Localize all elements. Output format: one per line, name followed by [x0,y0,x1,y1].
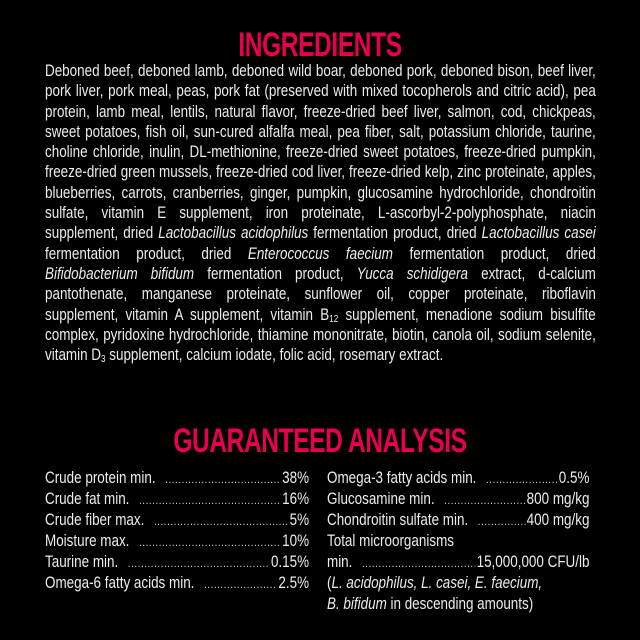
analysis-row [45,572,309,593]
dot-leader [139,533,280,554]
analysis-label: Omega-3 fatty acids min. [327,468,477,487]
analysis-label: Glucosamine min. [327,489,435,508]
analysis-left-column [45,467,309,593]
ingredient-species: Yucca schidigera [356,263,468,283]
analysis-row [327,530,589,551]
analysis-label: Chondroitin sulfate min. [327,510,469,529]
ingredients-list [45,61,596,365]
dot-leader [139,491,280,512]
analysis-value: 0.15% [270,552,310,571]
ingredients-text: extract, d-calcium pantothenate, manganese proteinate, sunflower oil, copper proteinate, riboflavin supplement, vitamin A supplement, vitamin B [45,263,596,324]
ingredients-text: fermentation product, dried [45,243,248,263]
analysis-value: 16% [282,489,310,508]
ingredients-text: supplement, menadione sodium bisulfite complex, pyridoxine hydrochloride, thiamine mononitrate, biotin, canola oil, sodium selenite, vitamin D [45,304,596,365]
analysis-row [327,509,589,530]
microorganism-note [327,572,589,593]
analysis-value: 10% [282,531,310,550]
analysis-label: min. [327,552,353,571]
dot-leader [478,512,525,533]
subscript: 3 [101,354,106,366]
analysis-row [45,551,309,572]
analysis-value: 5% [289,510,310,529]
analysis-row [327,488,589,509]
guaranteed-analysis-heading: GUARANTEED ANALYSIS [173,422,467,460]
dot-leader [154,512,288,533]
ingredients-text: fermentation product, dried [308,223,482,243]
analysis-value: 800 mg/kg [526,489,590,508]
dot-leader [204,575,277,596]
ingredients-text: Deboned beef, deboned lamb, deboned wild boar, deboned pork, deboned bison, beef liver, pork liver, pork meal, peas, pork fat (preserved with mixed tocopherols and citric acid), pea protein, lamb meal, lentils, natural flavor, freeze-dried beef liver, salmon, cod, chickpeas, sweet potatoes, fish oil, sun-cured alfalfa meal, pea fiber, salt, potassium chloride, taurine, choline chloride, inulin, DL-methionine, freeze-dried sweet potatoes, freeze-dried pumpkin, freeze-dried green mussels, freeze-dried cod liver, freeze-dried kelp, zinc proteinate, apples, blueberries, carrots, cranberries, ginger, pumpkin, glucosamine hydrochloride, chondroitin sulfate, vitamin E supplement, iron proteinate, L-ascorbyl-2-polyphosphate, niacin supplement, dried [45,61,596,243]
ingredient-species: Enterococcus faecium [247,243,393,263]
analysis-value: 38% [282,468,310,487]
ingredient-species: Lactobacillus casei [481,223,596,243]
ingredients-text: supplement, calcium iodate, folic acid, rosemary extract. [105,345,444,365]
analysis-value: 400 mg/kg [526,510,590,529]
ingredients-text: fermentation product, [194,263,357,283]
analysis-row [45,530,309,551]
analysis-label: Crude fat min. [45,489,130,508]
subscript: 12 [329,313,339,325]
analysis-row [327,467,589,488]
analysis-value: 15,000,000 CFU/lb [476,552,590,571]
analysis-row [327,551,589,572]
note-tail: in descending amounts) [386,594,534,613]
analysis-right-column [327,467,589,614]
note-species: L. acidophilus, L. casei, E. faecium, [331,573,543,592]
analysis-row [45,467,309,488]
analysis-label: Omega-6 fatty acids min. [45,573,195,592]
analysis-label: Crude fiber max. [45,510,145,529]
analysis-value: 0.5% [558,468,590,487]
analysis-label: Moisture max. [45,531,130,550]
dot-leader [165,470,280,491]
analysis-row [45,488,309,509]
microorganism-note-continued [327,593,589,614]
ingredient-species: Bifidobacterium bifidum [45,263,195,283]
analysis-label: Total microorganisms [327,531,454,550]
ingredients-heading: INGREDIENTS [238,26,402,64]
analysis-label: Crude protein min. [45,468,156,487]
analysis-value: 2.5% [278,573,310,592]
note-species: B. bifidum [327,594,387,613]
analysis-row [45,509,309,530]
note-open-paren: ( [327,573,332,592]
ingredients-text: fermentation product, dried [392,243,596,263]
analysis-label: Taurine min. [45,552,119,571]
ingredient-species: Lactobacillus acidophilus [158,223,309,243]
